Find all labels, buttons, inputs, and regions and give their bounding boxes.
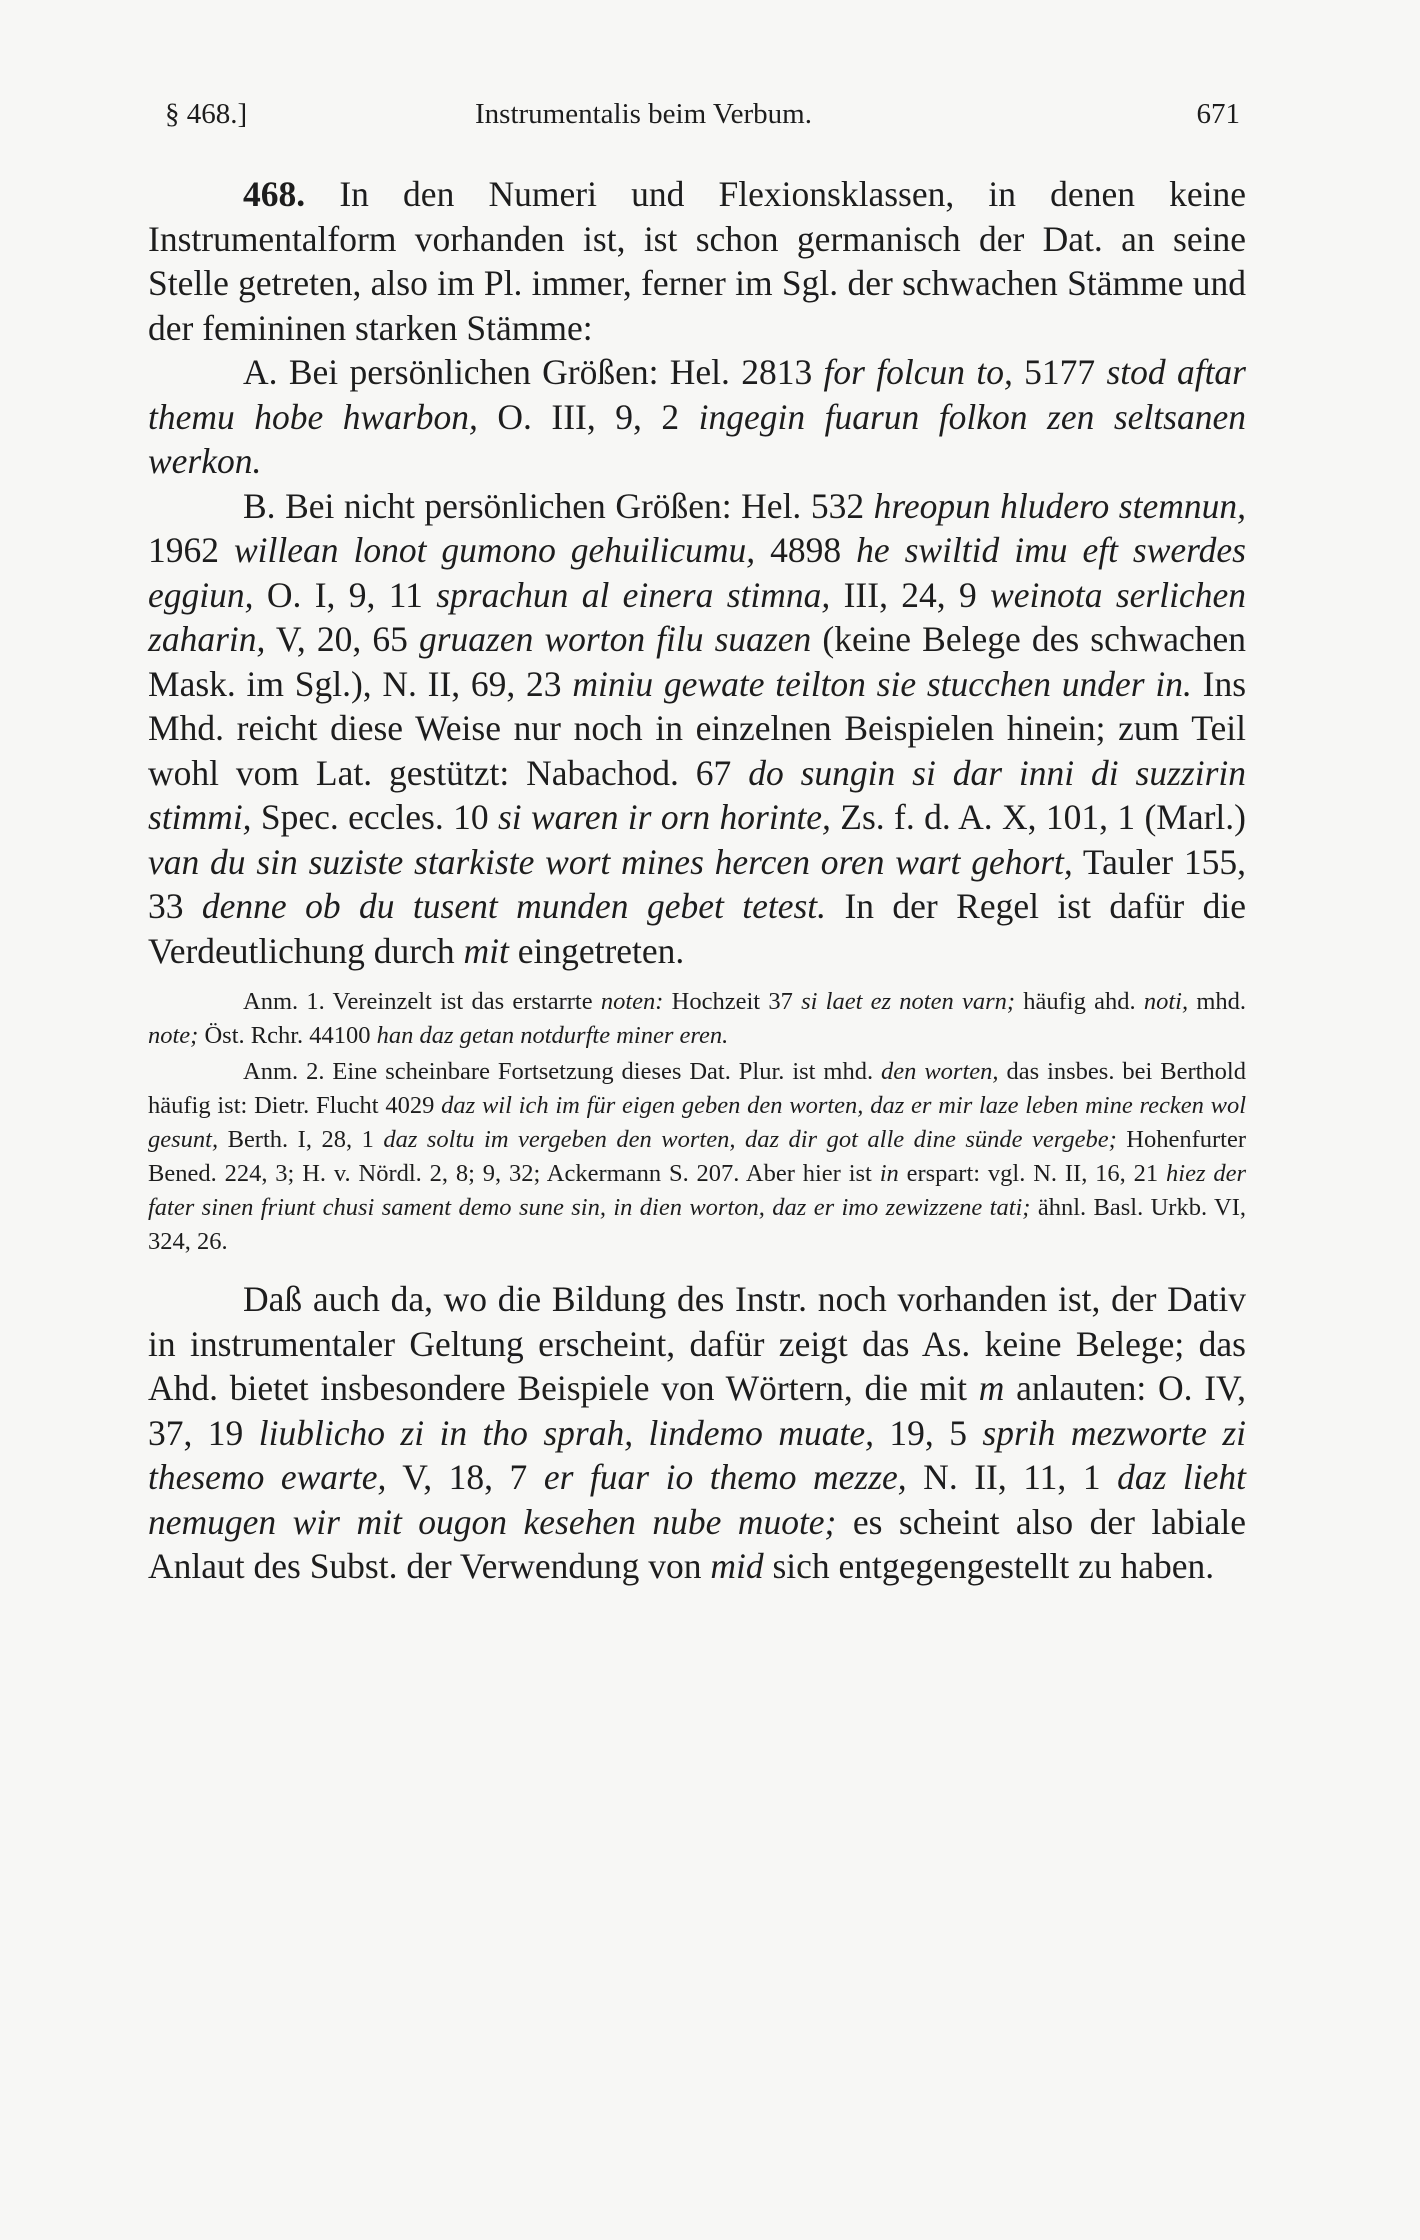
annotation-1: Anm. 1. Vereinzelt ist das erstarrte noten: Hochzeit 37 si laet ez noten varn; häufig ahd. noti, mhd. note; Öst. Rchr. 44100 han daz getan notdurfte miner eren. bbox=[148, 988, 1246, 1049]
section-468-intro: 468. In den Numeri und Flexionsklassen, in denen keine Instrumentalform vorhanden ist, ist schon germanisch der Dat. an seine Stelle getreten, also im Pl. immer, ferner im Sgl. der schwachen Stämme und der femininen starken Stämme: bbox=[148, 174, 1247, 348]
closing-paragraph: Daß auch da, wo die Bildung des Instr. noch vorhanden ist, der Dativ in instrumentaler Geltung erscheint, dafür zeigt das As. keine Belege; das Ahd. bietet insbesondere Beispiele von Wörtern, die mit m anlauten: O. IV, 37, 19 liublicho zi in tho sprah, lindemo muate, 19, 5 sprih mezworte zi thesemo ewarte, V, 18, 7 er fuar io themo mezze, N. II, 11, 1 daz lieht nemugen wir mit ougon kesehen nube muote; es scheint also der labiale Anlaut des Subst. der Verwendung von mid sich entgegengestellt zu haben. bbox=[148, 1279, 1247, 1586]
paragraph-a: A. Bei persönlichen Größen: Hel. 2813 for folcun to, 5177 stod aftar themu hobe hwarbon, O. III, 9, 2 ingegin fuarun folkon zen seltsanen werkon. bbox=[148, 352, 1247, 481]
header-section: § 468.] bbox=[165, 98, 248, 130]
header-page-number: 671 bbox=[1196, 98, 1240, 130]
annotation-2: Anm. 2. Eine scheinbare Fortsetzung dieses Dat. Plur. ist mhd. den worten, das insbes. bei Berthold häufig ist: Dietr. Flucht 4029 daz wil ich im für eigen geben den worten, daz er mir laze leben mine recken wol gesunt, Berth. I, 28, 1 daz soltu im vergeben den worten, daz dir got alle dine sünde vergebe; Hohenfurter Bened. 224, 3; H. v. Nördl. 2, 8; 9, 32; Ackermann S. 207. Aber hier ist in erspart: vgl. N. II, 16, 21 hiez der fater sinen friunt chusi sament demo sune sin, in dien worton, daz er imo zewizzene tati; ähnl. Basl. Urkb. VI, 324, 26. bbox=[148, 1058, 1247, 1255]
section-number: 468. bbox=[243, 174, 306, 214]
running-header bbox=[165, 98, 1240, 138]
paragraph-b: B. Bei nicht persönlichen Größen: Hel. 532 hreopun hludero stemnun, 1962 willean lonot gumono gehuilicumu, 4898 he swiltid imu eft swerdes eggiun, O. I, 9, 11 sprachun al einera stimna, III, 24, 9 weinota serlichen zaharin, V, 20, 65 gruazen worton filu suazen (keine Belege des schwachen Mask. im Sgl.), N. II, 69, 23 miniu gewate teilton sie stucchen under in. Ins Mhd. reicht diese Weise nur noch in einzelnen Beispielen hinein; zum Teil wohl vom Lat. gestützt: Nabachod. 67 do sungin si dar inni di suzzirin stimmi, Spec. eccles. 10 si waren ir orn horinte, Zs. f. d. A. X, 101, 1 (Marl.) van du sin suziste starkiste wort mines hercen oren wart gehort, Tauler 155, 33 denne ob du tusent munden gebet tetest. In der Regel ist dafür die Verdeutlichung durch mit eingetreten. bbox=[148, 485, 1247, 971]
header-title: Instrumentalis beim Verbum. bbox=[475, 98, 812, 130]
page-body bbox=[148, 172, 1246, 1589]
